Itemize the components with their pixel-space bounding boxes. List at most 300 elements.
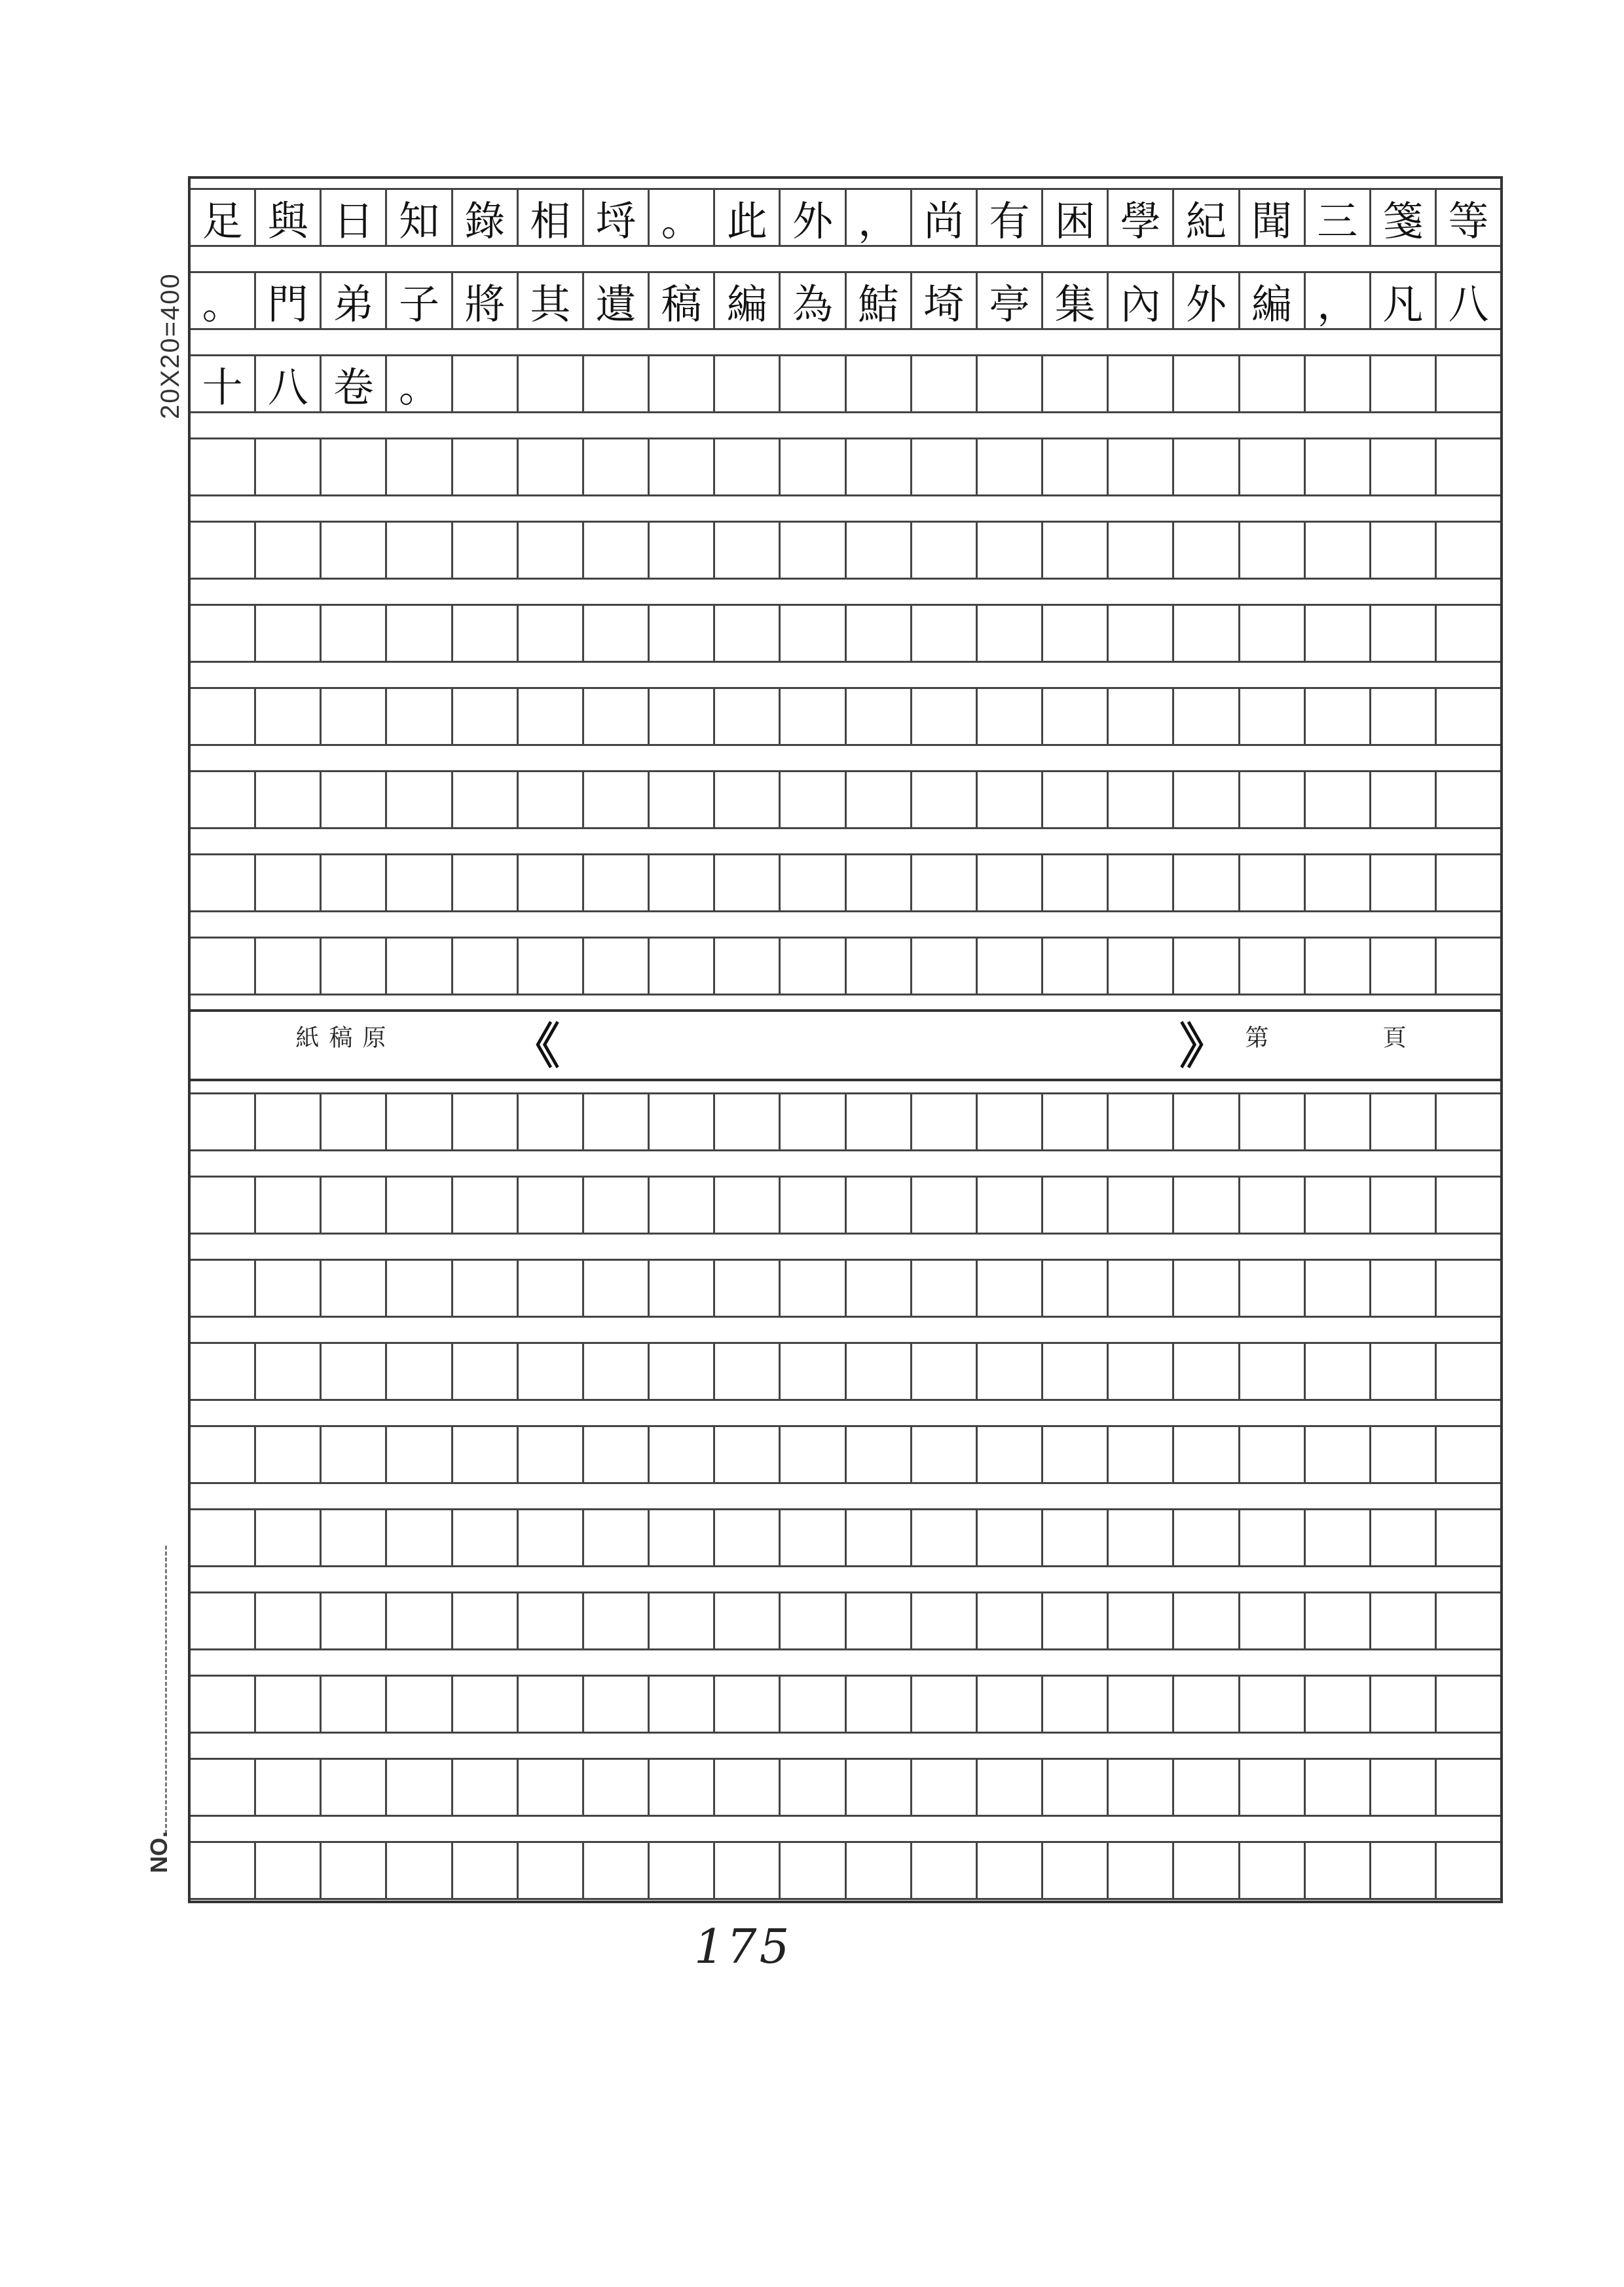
grid-cell (1043, 772, 1109, 827)
grid-cell (1240, 939, 1306, 994)
grid-cell (1109, 772, 1174, 827)
grid-cell (584, 606, 650, 661)
grid-cell: 。 (650, 190, 715, 245)
grid-cell (1371, 1178, 1437, 1233)
grid-row (191, 770, 1500, 829)
grid-cell (1109, 1593, 1174, 1648)
grid-cell (1174, 1178, 1240, 1233)
grid-cell (1371, 1094, 1437, 1149)
grid-cell (387, 1593, 452, 1648)
grid-cell: 學 (1109, 190, 1174, 245)
grid-cell (781, 772, 846, 827)
grid-cell (978, 356, 1043, 411)
grid-cell (912, 689, 978, 744)
grid-cell (519, 1593, 584, 1648)
grid-cell (912, 1261, 978, 1316)
grid-cell (847, 772, 912, 827)
grid-cell (453, 606, 519, 661)
page-number: 175 (694, 1919, 792, 1974)
grid-cell (1174, 1261, 1240, 1316)
grid-cell (715, 855, 781, 910)
grid-cell (1306, 1677, 1371, 1732)
grid-cell (1437, 1261, 1500, 1316)
grid-cell (1043, 523, 1109, 578)
grid-cell (453, 1178, 519, 1233)
grid-cell (978, 1843, 1043, 1898)
grid-cell (781, 939, 846, 994)
grid-cell (519, 356, 584, 411)
grid-cell (191, 772, 256, 827)
grid-cell (453, 356, 519, 411)
grid-cell (1437, 855, 1500, 910)
grid-cell (387, 1094, 452, 1149)
grid-cell (1240, 523, 1306, 578)
grid-cell (387, 855, 452, 910)
grid-cell (1043, 606, 1109, 661)
grid-cell (781, 1427, 846, 1482)
grid-cell (1437, 689, 1500, 744)
grid-cell (1240, 772, 1306, 827)
grid-cell (781, 689, 846, 744)
grid-cell (1240, 1843, 1306, 1898)
grid-cell: 稿 (650, 273, 715, 328)
grid-cell (387, 939, 452, 994)
grid-cell (256, 439, 322, 494)
grid-cell (387, 1510, 452, 1565)
grid-cell (847, 855, 912, 910)
grid-cell (1109, 855, 1174, 910)
grid-cell (781, 439, 846, 494)
grid-cell (847, 689, 912, 744)
grid-cell (1371, 772, 1437, 827)
grid-cell (978, 1094, 1043, 1149)
grid-cell (191, 606, 256, 661)
grid-cell: 此 (715, 190, 781, 245)
grid-cell (191, 1843, 256, 1898)
grid-cell (1306, 1510, 1371, 1565)
grid-cell: 遺 (584, 273, 650, 328)
grid-cell: 箋 (1371, 190, 1437, 245)
grid-cell (912, 1843, 978, 1898)
grid-cell (1174, 356, 1240, 411)
grid-cell (191, 1261, 256, 1316)
grid-cell (781, 1178, 846, 1233)
grid-cell (912, 439, 978, 494)
grid-cell (1174, 1677, 1240, 1732)
grid-cell (322, 1178, 387, 1233)
grid-cell (650, 356, 715, 411)
grid-cell (256, 939, 322, 994)
grid-cell (912, 606, 978, 661)
grid-cell (978, 1261, 1043, 1316)
grid-cell (256, 689, 322, 744)
grid-cell (1371, 1677, 1437, 1732)
grid-cell (1109, 689, 1174, 744)
grid-cell (584, 772, 650, 827)
grid-cell (1240, 356, 1306, 411)
grid-cell (1306, 772, 1371, 827)
grid-cell (519, 1427, 584, 1482)
grid-cell (387, 1843, 452, 1898)
grid-cell (1240, 1178, 1306, 1233)
grid-cell (256, 1344, 322, 1399)
grid-cell (1174, 606, 1240, 661)
grid-cell (781, 1843, 846, 1898)
grid-cell: ， (847, 190, 912, 245)
grid-cell (1306, 1760, 1371, 1815)
grid-cell (1174, 689, 1240, 744)
grid-cell (650, 939, 715, 994)
grid-cell (650, 1510, 715, 1565)
grid-cell (191, 855, 256, 910)
grid-cell (519, 1178, 584, 1233)
grid-cell (584, 939, 650, 994)
grid-cell (519, 523, 584, 578)
grid-cell (584, 356, 650, 411)
grid-cell (256, 855, 322, 910)
grid-cell (1306, 356, 1371, 411)
grid-cell (322, 439, 387, 494)
grid-cell: 八 (1448, 280, 1489, 328)
grid-cell (781, 1094, 846, 1149)
grid-cell: 埼 (912, 273, 978, 328)
grid-cell (1109, 356, 1174, 411)
grid-row (191, 271, 1500, 330)
grid-cell (322, 1094, 387, 1149)
grid-cell (584, 1094, 650, 1149)
grid-cell (912, 1344, 978, 1399)
grid-cell (387, 439, 452, 494)
grid-cell (1043, 1427, 1109, 1482)
grid-cell (1109, 1178, 1174, 1233)
grid-cell (1109, 1344, 1174, 1399)
grid-cell (519, 772, 584, 827)
grid-cell (1437, 1760, 1500, 1815)
grid-cell (453, 855, 519, 910)
grid-cell (1306, 606, 1371, 661)
grid-row (191, 853, 1500, 912)
grid-cell (584, 1178, 650, 1233)
grid-cell (1043, 1760, 1109, 1815)
grid-cell (322, 855, 387, 910)
grid-cell: 外 (781, 190, 846, 245)
grid-cell (387, 1178, 452, 1233)
paper-format-label: 20X20=400 (156, 272, 185, 419)
grid-cell (453, 772, 519, 827)
grid-cell (1240, 1510, 1306, 1565)
grid-cell (584, 1427, 650, 1482)
grid-row (191, 1425, 1500, 1484)
grid-cell (1043, 356, 1109, 411)
grid-cell (256, 1094, 322, 1149)
grid-cell (978, 606, 1043, 661)
grid-cell (1371, 439, 1437, 494)
grid-cell (912, 1677, 978, 1732)
grid-row (191, 1176, 1500, 1235)
grid-cell (1240, 439, 1306, 494)
grid-row (191, 1342, 1500, 1401)
grid-cell (322, 1677, 387, 1732)
grid-cell: 卷 (322, 356, 387, 411)
grid-cell (1306, 523, 1371, 578)
grid-cell (978, 1510, 1043, 1565)
grid-cell (715, 772, 781, 827)
grid-cell (847, 1427, 912, 1482)
grid-cell (1043, 1677, 1109, 1732)
grid-cell (847, 356, 912, 411)
grid-cell: 鮚 (847, 273, 912, 328)
grid-cell (1306, 1094, 1371, 1149)
grid-cell (1306, 439, 1371, 494)
grid-cell: 紀 (1174, 190, 1240, 245)
grid-cell (584, 1261, 650, 1316)
grid-cell (1174, 439, 1240, 494)
grid-cell (1174, 1427, 1240, 1482)
grid-cell (322, 1593, 387, 1648)
grid-cell (650, 606, 715, 661)
grid-cell (387, 1677, 452, 1732)
grid-cell: 足 (191, 190, 256, 245)
grid-cell (584, 1344, 650, 1399)
grid-cell (912, 939, 978, 994)
grid-cell (1109, 1427, 1174, 1482)
page-label-first: 第 (1242, 1025, 1268, 1058)
grid-cell (650, 689, 715, 744)
grid-cell (1043, 855, 1109, 910)
grid-cell: 有 (978, 190, 1043, 245)
grid-cell: 弟 (322, 273, 387, 328)
grid-cell (256, 1677, 322, 1732)
grid-cell (650, 439, 715, 494)
grid-cell (978, 772, 1043, 827)
grid-cell (847, 523, 912, 578)
grid-row (191, 937, 1500, 995)
grid-row (191, 1591, 1500, 1650)
grid-cell (256, 1510, 322, 1565)
grid-cell (650, 1760, 715, 1815)
number-label: NO. (145, 1831, 172, 1873)
grid-cell (256, 1261, 322, 1316)
grid-cell (781, 1261, 846, 1316)
grid-cell (1437, 1094, 1500, 1149)
grid-cell (847, 1760, 912, 1815)
grid-cell (1109, 523, 1174, 578)
grid-cell (847, 439, 912, 494)
grid-cell (322, 772, 387, 827)
grid-cell (715, 439, 781, 494)
grid-cell (1437, 356, 1500, 411)
grid-row (191, 1092, 1500, 1151)
grid-cell: 錄 (453, 190, 519, 245)
grid-cell (1306, 1843, 1371, 1898)
grid-cell: 子 (387, 273, 452, 328)
manuscript-paper-label: 原稿紙 (292, 1025, 386, 1058)
grid-cell (715, 1344, 781, 1399)
grid-cell (256, 523, 322, 578)
grid-cell (650, 855, 715, 910)
grid-cell (1437, 1510, 1500, 1565)
grid-cell (1437, 606, 1500, 661)
grid-cell (584, 1510, 650, 1565)
grid-cell: 為 (781, 273, 846, 328)
grid-cell (1371, 1843, 1437, 1898)
grid-cell: 困 (1043, 190, 1109, 245)
grid-cell (191, 1094, 256, 1149)
grid-cell: 編 (1240, 273, 1306, 328)
grid-cell (1437, 1677, 1500, 1732)
grid-cell (453, 689, 519, 744)
grid-cell (1174, 1843, 1240, 1898)
grid-cell (519, 1344, 584, 1399)
grid-cell (715, 356, 781, 411)
grid-cell (191, 1760, 256, 1815)
grid-cell (781, 1593, 846, 1648)
grid-cell (847, 1510, 912, 1565)
grid-cell (847, 1677, 912, 1732)
grid-cell (1371, 939, 1437, 994)
grid-cell (1437, 1843, 1500, 1898)
grid-cell (1109, 1760, 1174, 1815)
grid-cell (1437, 772, 1500, 827)
grid-cell (191, 1427, 256, 1482)
grid-cell (584, 523, 650, 578)
grid-cell (912, 1760, 978, 1815)
grid-cell (1043, 939, 1109, 994)
grid-row (191, 188, 1500, 247)
left-bracket-mark: 《 (511, 1018, 560, 1075)
grid-cell (781, 1510, 846, 1565)
grid-cell: 凡 (1371, 273, 1437, 328)
grid-cell (1371, 1593, 1437, 1648)
grid-cell (191, 439, 256, 494)
grid-cell (256, 606, 322, 661)
grid-cell (1174, 772, 1240, 827)
grid-cell (322, 1344, 387, 1399)
grid-row (191, 521, 1500, 580)
grid-cell (1240, 1593, 1306, 1648)
grid-cell (650, 1677, 715, 1732)
grid-cell (453, 523, 519, 578)
grid-cell (256, 1427, 322, 1482)
grid-cell (1306, 1427, 1371, 1482)
grid-cell (978, 1760, 1043, 1815)
grid-cell (715, 1261, 781, 1316)
grid-cell (256, 1843, 322, 1898)
grid-cell (1174, 1510, 1240, 1565)
grid-cell (519, 939, 584, 994)
grid-cell (1174, 855, 1240, 910)
grid-cell (519, 606, 584, 661)
grid-cell: 等 (1448, 196, 1489, 245)
grid-cell (978, 1593, 1043, 1648)
grid-cell (978, 1178, 1043, 1233)
grid-cell (191, 689, 256, 744)
grid-cell: 其 (519, 273, 584, 328)
grid-cell (191, 1593, 256, 1648)
grid-cell (519, 855, 584, 910)
grid-row (191, 354, 1500, 413)
grid-cell (715, 1094, 781, 1149)
grid-cell (1437, 523, 1500, 578)
grid-cell (978, 855, 1043, 910)
grid-cell (781, 1760, 846, 1815)
grid-cell (1109, 606, 1174, 661)
grid-cell (1109, 439, 1174, 494)
grid-cell (1043, 689, 1109, 744)
grid-cell (650, 1261, 715, 1316)
grid-cell (453, 1261, 519, 1316)
grid-cell (1306, 689, 1371, 744)
grid-cell (1109, 1094, 1174, 1149)
grid-cell (1043, 1344, 1109, 1399)
grid-cell (1240, 1427, 1306, 1482)
grid-cell: 相 (519, 190, 584, 245)
grid-cell (715, 1178, 781, 1233)
grid-cell (1174, 523, 1240, 578)
grid-cell (1109, 939, 1174, 994)
grid-cell (912, 523, 978, 578)
grid-cell (191, 1510, 256, 1565)
grid-cell (1174, 1760, 1240, 1815)
grid-cell (1043, 1261, 1109, 1316)
grid-cell (584, 1843, 650, 1898)
grid-cell (453, 1677, 519, 1732)
grid-row (191, 1259, 1500, 1318)
grid-cell (387, 772, 452, 827)
grid-cell (519, 1261, 584, 1316)
grid-cell (715, 1510, 781, 1565)
grid-cell (650, 1593, 715, 1648)
grid-cell (847, 939, 912, 994)
grid-cell (322, 689, 387, 744)
grid-cell: 三 (1306, 190, 1371, 245)
grid-row (191, 604, 1500, 663)
grid-cell (1043, 1094, 1109, 1149)
grid-row (191, 437, 1500, 496)
grid-cell: 。 (191, 273, 256, 328)
grid-cell (715, 689, 781, 744)
grid-cell (519, 1677, 584, 1732)
grid-cell (847, 1261, 912, 1316)
grid-cell (1306, 1178, 1371, 1233)
page-label-last: 頁 (1379, 1025, 1406, 1058)
grid-cell (715, 1593, 781, 1648)
grid-cell (322, 606, 387, 661)
grid-cell (1174, 1344, 1240, 1399)
grid-cell (781, 523, 846, 578)
grid-cell (1240, 1760, 1306, 1815)
grid-cell (1109, 1510, 1174, 1565)
grid-cell (1437, 1178, 1500, 1233)
grid-cell (584, 1593, 650, 1648)
grid-cell (650, 523, 715, 578)
grid-cell (978, 523, 1043, 578)
grid-cell (256, 772, 322, 827)
grid-cell (519, 1510, 584, 1565)
grid-cell (650, 1344, 715, 1399)
grid-cell (715, 523, 781, 578)
grid-cell (1240, 689, 1306, 744)
grid-cell (1109, 1261, 1174, 1316)
grid-cell (584, 1760, 650, 1815)
grid-cell (387, 606, 452, 661)
grid-cell (387, 1760, 452, 1815)
grid-cell (847, 606, 912, 661)
grid-cell (1437, 939, 1500, 994)
grid-cell (322, 1261, 387, 1316)
grid-cell (1371, 689, 1437, 744)
grid-cell (1371, 855, 1437, 910)
